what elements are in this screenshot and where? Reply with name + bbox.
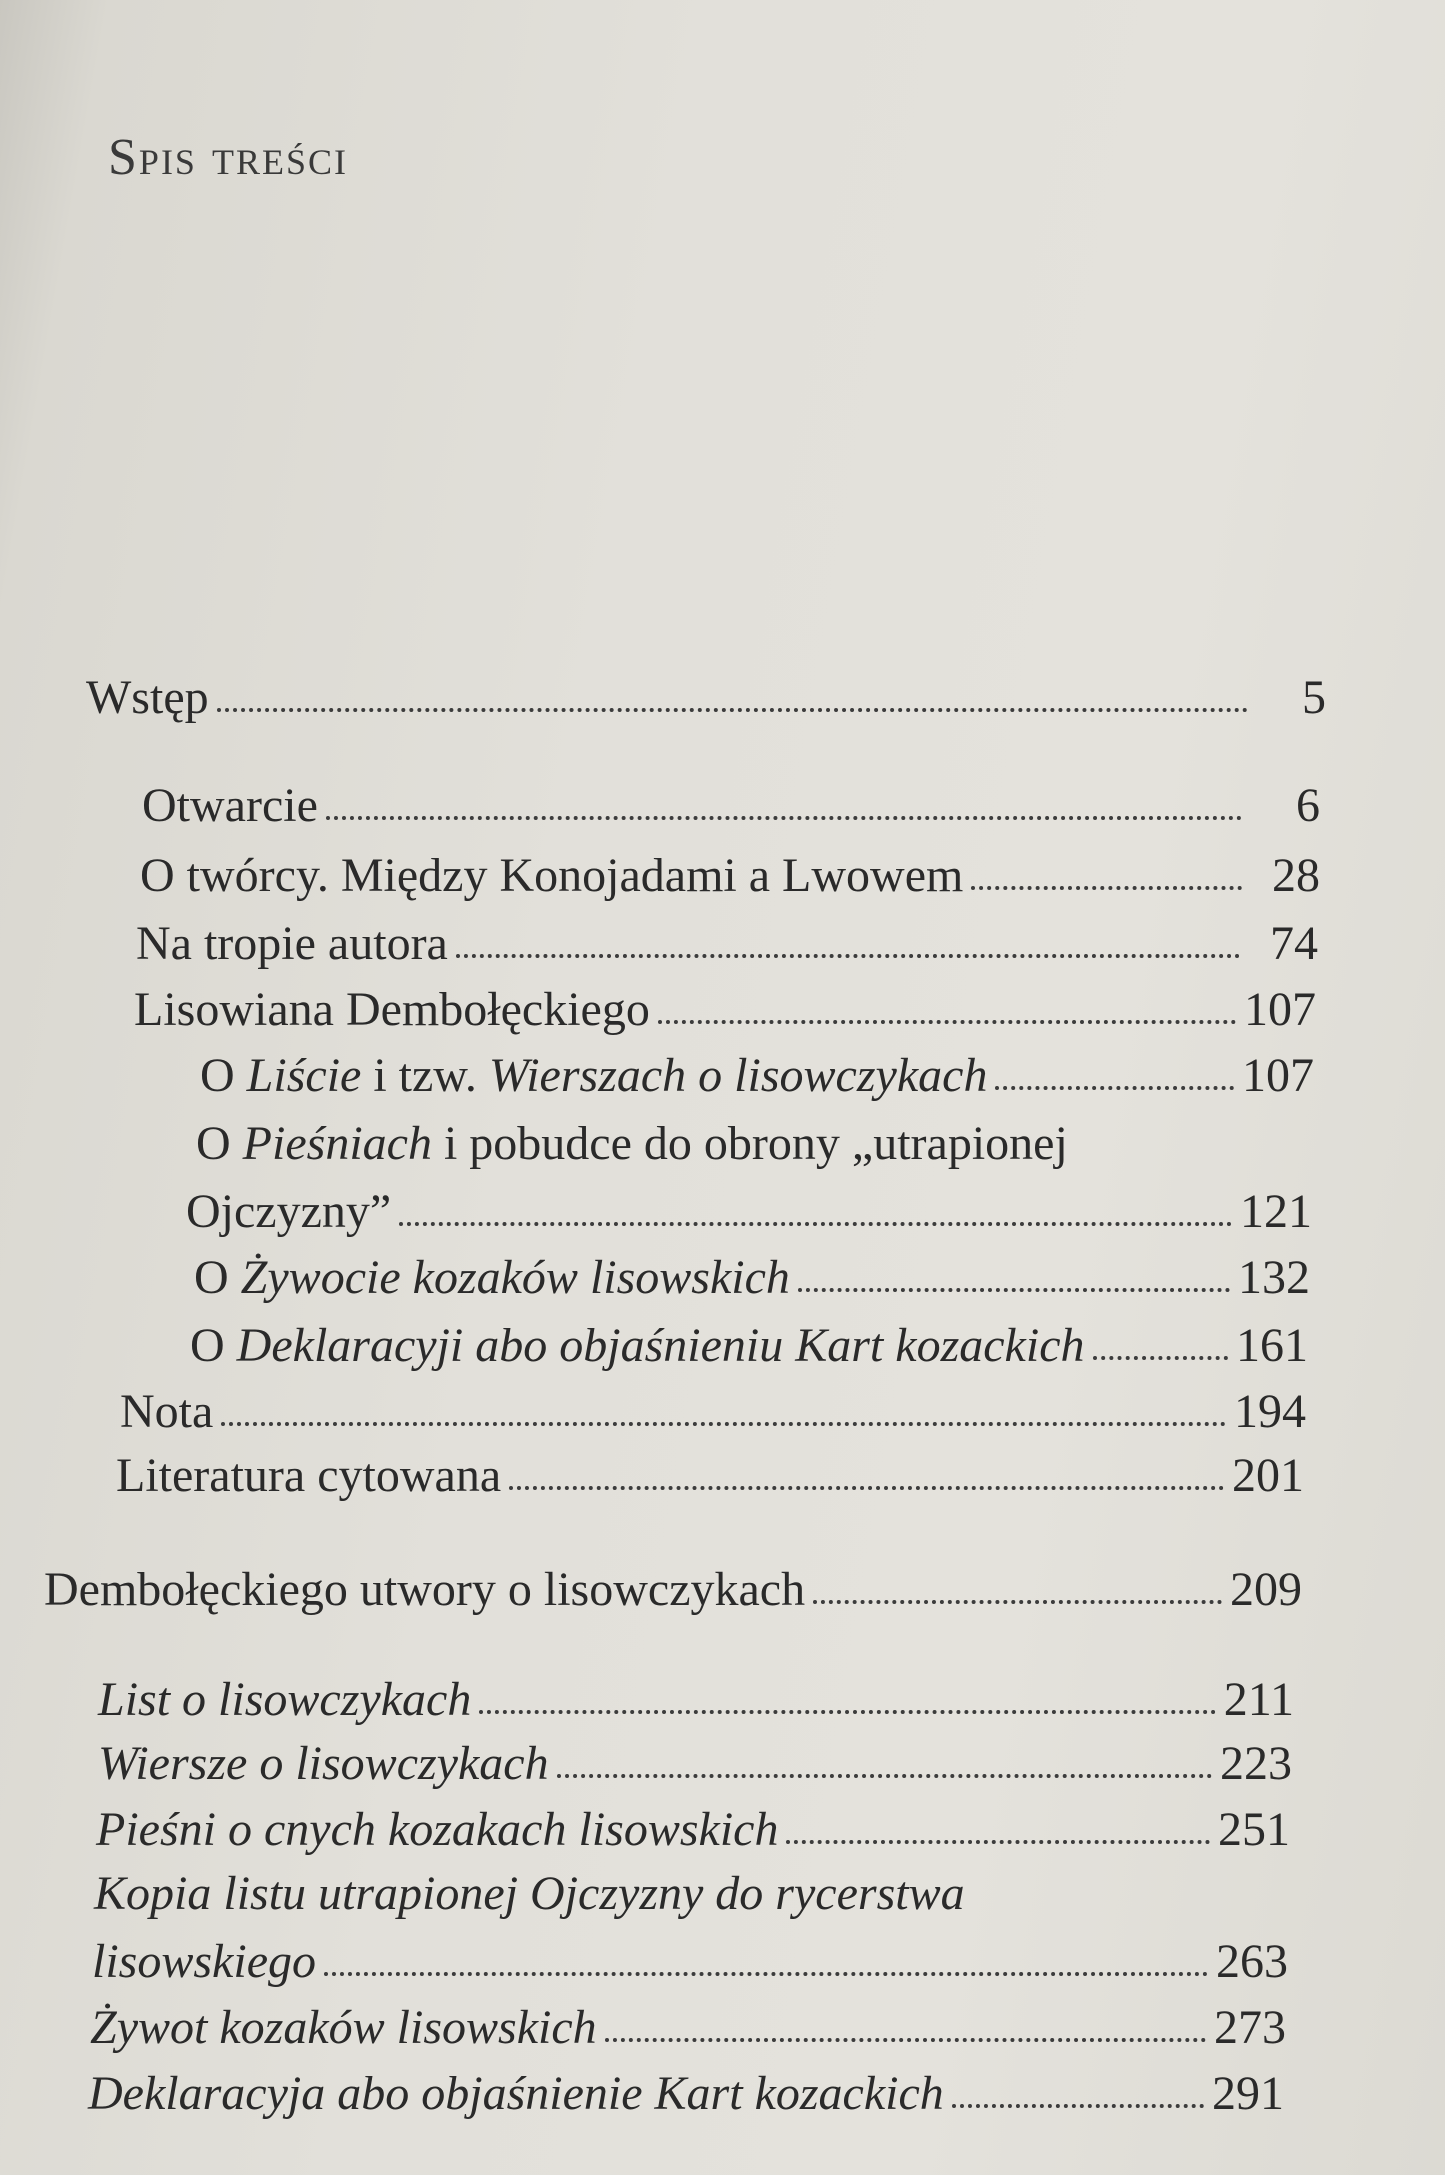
toc-label: Lisowiana Dembołęckiego [134, 983, 650, 1036]
toc-entry-o-deklaracyji [190, 1318, 1308, 1374]
toc-entry-zywot [90, 2000, 1286, 2056]
toc-page-number: 161 [1236, 1319, 1308, 1372]
toc-page-number: 132 [1238, 1251, 1310, 1304]
toc-entry-kopia [92, 1934, 1288, 1990]
page-title: Spis treści [108, 129, 348, 186]
toc-label [190, 1318, 1085, 1374]
toc-label-part: i pobudce do obrony „utrapionej [431, 1117, 1068, 1170]
dot-leader [456, 954, 1240, 958]
toc-label: lisowskiego [92, 1935, 316, 1988]
toc-label: Żywot kozaków lisowskich [90, 2001, 597, 2054]
toc-page-number: 107 [1242, 1049, 1314, 1102]
toc-label: Deklaracyja abo objaśnienie Kart kozackich [88, 2067, 944, 2120]
toc-entry-na-tropie [136, 916, 1318, 972]
toc-page-number: 263 [1216, 1935, 1288, 1988]
toc-label: Literatura cytowana [116, 1449, 502, 1502]
toc-label: Nota [120, 1385, 214, 1438]
toc-entry-o-piesniach-line1 [196, 1116, 1068, 1172]
toc-entry-kopia-line1: Kopia listu utrapionej Ojczyzny do rycerstwa [94, 1867, 965, 1920]
toc-label: Pieśni o cnych kozakach lisowskich [96, 1803, 779, 1856]
toc-entry-o-liscie [200, 1048, 1314, 1104]
dot-leader [479, 1710, 1215, 1714]
toc-entry-otwarcie [142, 778, 1320, 834]
toc-label [200, 1048, 987, 1104]
dot-leader [658, 1020, 1236, 1024]
toc-label-italic: Liście [246, 1049, 362, 1102]
dot-leader [217, 708, 1248, 712]
toc-label-part: O [200, 1049, 247, 1102]
toc-entry-o-piesniach [186, 1184, 1312, 1240]
toc-label-part: O [194, 1251, 241, 1304]
toc-label-italic: Pieśniach [242, 1117, 432, 1170]
toc-entry-wiersze [98, 1736, 1292, 1792]
dot-leader [399, 1222, 1232, 1226]
toc-label-part: O [196, 1117, 243, 1170]
toc-entry-o-zywocie [194, 1250, 1310, 1306]
toc-entry-lisowiana [134, 982, 1316, 1038]
toc-label-italic: Wierszach o lisowczykach [488, 1049, 988, 1102]
toc-label: Na tropie autora [136, 917, 448, 970]
dot-leader [605, 2038, 1206, 2042]
toc-page-number: 74 [1270, 917, 1318, 970]
dot-leader [995, 1086, 1234, 1090]
toc-label-part: O [190, 1319, 237, 1372]
toc-label: Wstęp [86, 671, 209, 724]
toc-label [194, 1250, 790, 1306]
toc-page-number: 211 [1223, 1673, 1294, 1726]
dot-leader [813, 1600, 1222, 1604]
dot-leader [509, 1486, 1224, 1490]
dot-leader [952, 2104, 1204, 2108]
toc-page-number: 291 [1212, 2067, 1284, 2120]
toc-label: List o lisowczykach [98, 1673, 472, 1726]
toc-label: Otwarcie [142, 779, 318, 832]
toc-page-number: 209 [1230, 1563, 1302, 1616]
toc-page-number: 5 [1302, 671, 1326, 724]
toc-label: Dembołęckiego utwory o lisowczykach [44, 1563, 806, 1616]
dot-leader [1093, 1356, 1229, 1360]
toc-entry-nota [120, 1384, 1306, 1440]
toc-page-number: 201 [1232, 1449, 1304, 1502]
dot-leader [221, 1422, 1226, 1426]
toc-label-part: i tzw. [361, 1049, 489, 1102]
toc-page-number: 28 [1272, 849, 1320, 902]
dot-leader [557, 1774, 1212, 1778]
toc-entry-o-tworcy [140, 848, 1320, 904]
dot-leader [971, 886, 1242, 890]
dot-leader [798, 1288, 1230, 1292]
toc-label-italic: Żywocie kozaków lisowskich [240, 1251, 790, 1304]
toc-page-number: 251 [1218, 1803, 1290, 1856]
toc-entry-utwory [44, 1562, 1302, 1618]
toc-label: Ojczyzny” [186, 1185, 392, 1238]
toc-page-number: 223 [1220, 1737, 1292, 1790]
toc-page-number: 107 [1244, 983, 1316, 1036]
toc-entry-list [98, 1672, 1294, 1728]
toc-page-number: 273 [1214, 2001, 1286, 2054]
toc-label-italic: Deklaracyji abo objaśnieniu Kart kozackich [236, 1319, 1085, 1372]
toc-page-number: 6 [1296, 779, 1320, 832]
toc-page-number: 194 [1234, 1385, 1306, 1438]
toc-label: Wiersze o lisowczykach [98, 1737, 549, 1790]
dot-leader [324, 1972, 1208, 1976]
dot-leader [326, 816, 1242, 820]
toc-entry-wstep [86, 670, 1326, 726]
toc-label: O twórcy. Między Konojadami a Lwowem [140, 849, 964, 902]
toc-entry-piesni [96, 1802, 1290, 1858]
toc-entry-deklaracyja [88, 2066, 1284, 2122]
toc-entry-literatura [116, 1448, 1304, 1504]
dot-leader [786, 1840, 1210, 1844]
toc-page-number: 121 [1240, 1185, 1312, 1238]
